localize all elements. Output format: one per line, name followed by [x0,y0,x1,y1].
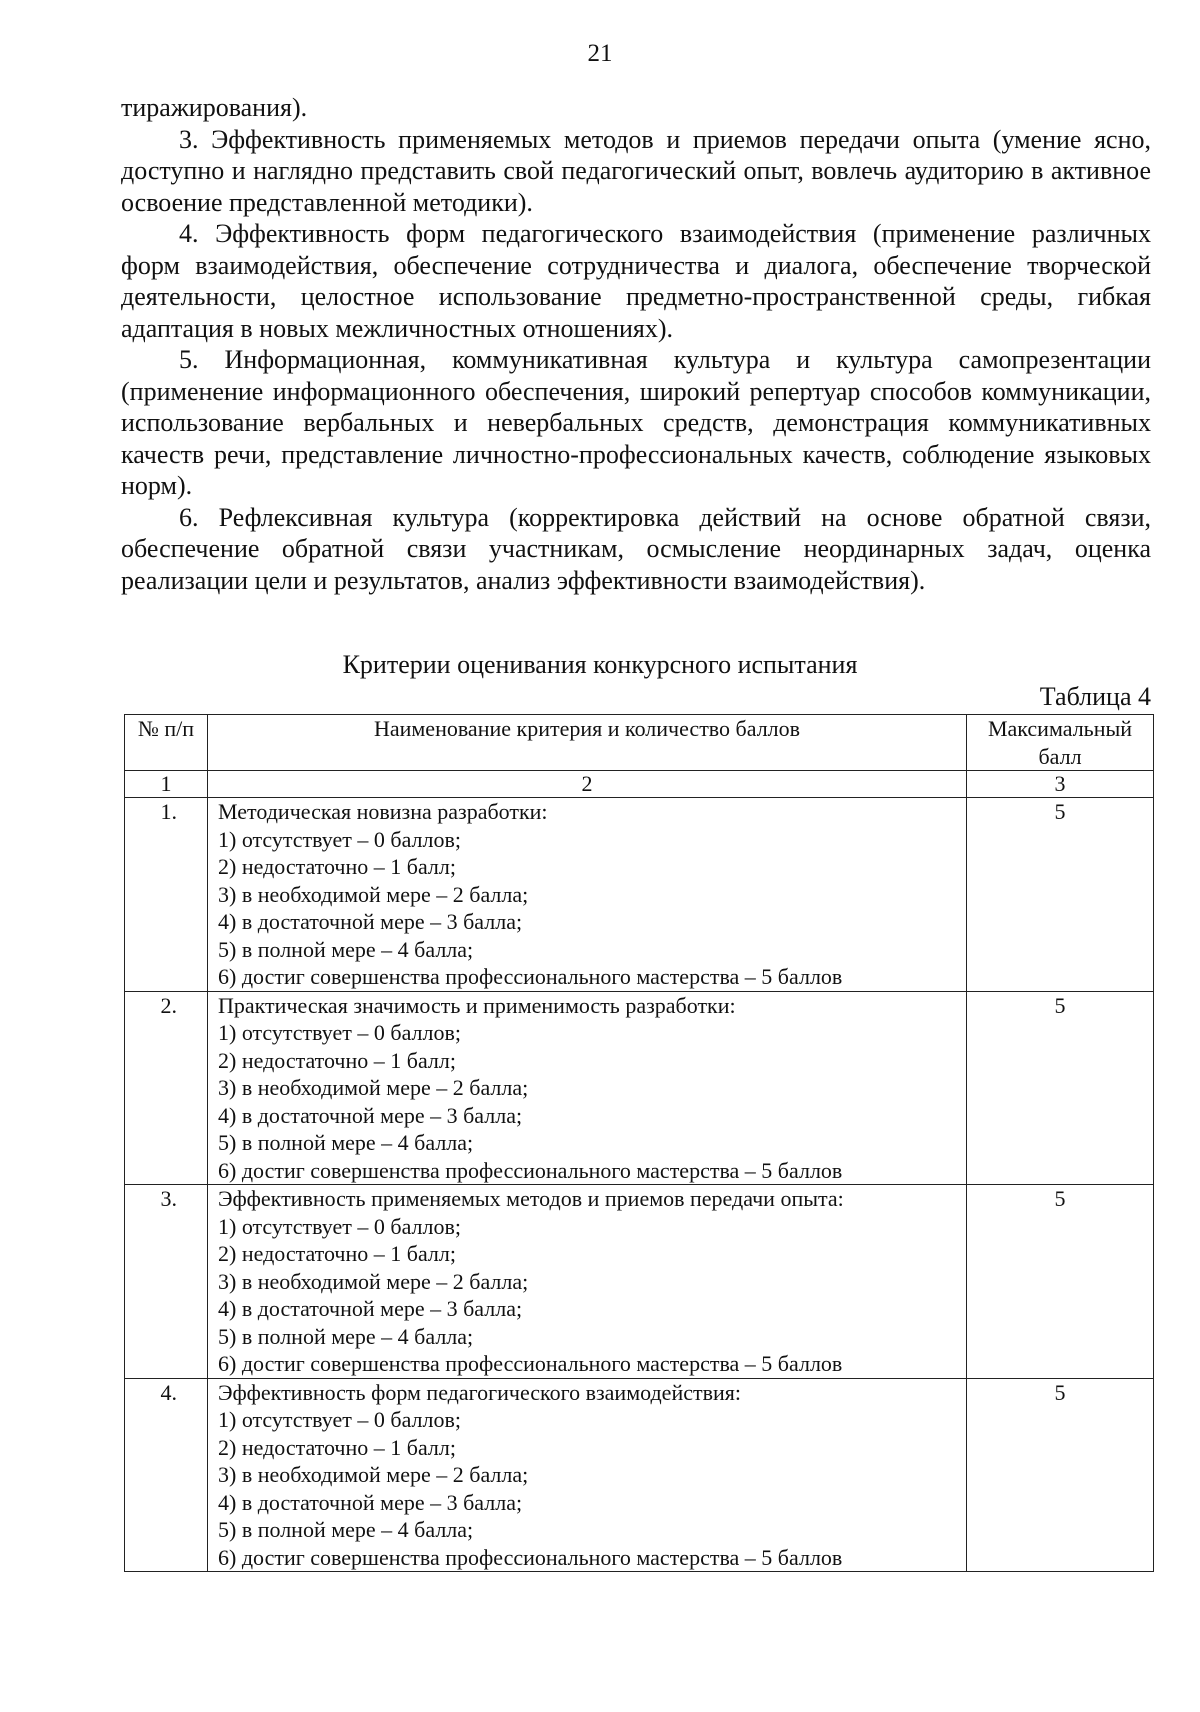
criterion-level: 4) в достаточной мере – 3 балла; [218,1296,523,1321]
table-label: Таблица 4 [1039,682,1151,711]
criteria-table [124,714,1154,1572]
table-row [125,991,1154,1185]
index-cell: 2 [208,771,967,798]
criterion-number: 2. [125,991,208,1185]
criterion-level: 2) недостаточно – 1 балл; [218,1434,456,1460]
criterion-level: 2) недостаточно – 1 балл; [218,1241,456,1266]
header-max-score: Максимальный балл [967,715,1154,771]
criterion-title: Эффективность применяемых методов и приемов передачи опыта: [218,1186,844,1211]
paragraph-5: 5. Информационная, коммуникативная культура и культура самопрезентации (применение информационного обеспечения, широкий репертуар способов коммуникации, использование вербальных и невербальных средств, демонстрация коммуникативных качеств речи, представление личностно-профессиональных качеств, соблюдение языковых норм). [121,345,1151,500]
table-row [125,1185,1154,1379]
paragraph-4: 4. Эффективность форм педагогического взаимодействия (применение различных форм взаимодействия, обеспечение сотрудничества и диалога, обеспечение творческой деятельности, целостное использование предметно-пространственной среды, гибкая адаптация в новых межличностных отношениях). [121,219,1151,343]
criterion-level: 3) в необходимой мере – 2 балла; [218,881,529,907]
max-score: 5 [967,1185,1154,1379]
criterion-level: 6) достиг совершенства профессионального мастерства – 5 баллов [218,1157,843,1183]
criterion-level: 3) в необходимой мере – 2 балла; [218,1462,529,1487]
paragraph-3: 3. Эффективность применяемых методов и приемов передачи опыта (умение ясно, доступно и наглядно представить свой педагогический опыт, вовлечь аудиторию в активное освоение представленной методики). [121,124,1151,217]
header-number: № п/п [125,715,208,771]
index-cell: 1 [125,771,208,798]
criterion-title: Эффективность форм педагогического взаимодействия: [218,1379,741,1405]
paragraph-continuation: тиражирования). [121,93,308,122]
body-text [121,92,1151,596]
criterion-level: 5) в полной мере – 4 балла; [218,936,474,962]
criterion-level: 2) недостаточно – 1 балл; [218,1047,456,1073]
criterion-number: 4. [125,1378,208,1572]
criterion-level: 4) в достаточной мере – 3 балла; [218,1102,523,1128]
criterion-number: 1. [125,798,208,992]
criterion-level: 2) недостаточно – 1 балл; [218,854,456,879]
table-index-row [125,771,1154,798]
criterion-level: 5) в полной мере – 4 балла; [218,1323,474,1349]
table-row [125,798,1154,992]
criterion-cell [208,798,967,992]
criterion-cell [208,991,967,1185]
criterion-number: 3. [125,1185,208,1379]
index-cell: 3 [967,771,1154,798]
criterion-cell [208,1185,967,1379]
criterion-level: 4) в достаточной мере – 3 балла; [218,909,523,934]
max-score: 5 [967,991,1154,1185]
criterion-level: 6) достиг совершенства профессионального мастерства – 5 баллов [218,1544,843,1570]
criterion-level: 1) отсутствует – 0 баллов; [218,1020,461,1045]
criterion-level: 5) в полной мере – 4 балла; [218,1517,474,1542]
max-score: 5 [967,798,1154,992]
criterion-level: 6) достиг совершенства профессионального мастерства – 5 баллов [218,964,843,989]
criterion-title: Практическая значимость и применимость разработки: [218,992,736,1018]
table-heading: Критерии оценивания конкурсного испытания [342,650,858,679]
criterion-level: 3) в необходимой мере – 2 балла; [218,1075,529,1100]
criterion-level: 4) в достаточной мере – 3 балла; [218,1489,523,1515]
table-header-row [125,715,1154,771]
paragraph-6: 6. Рефлексивная культура (корректировка действий на основе обратной связи, обеспечение обратной связи участникам, осмысление неординарных задач, оценка реализации цели и результатов, анализ эффективности взаимодействия). [121,502,1151,595]
criterion-title: Методическая новизна разработки: [218,799,548,824]
criterion-cell [208,1378,967,1572]
max-score: 5 [967,1378,1154,1572]
criterion-level: 1) отсутствует – 0 баллов; [218,1213,461,1239]
criterion-level: 5) в полной мере – 4 балла; [218,1130,474,1155]
criterion-level: 3) в необходимой мере – 2 балла; [218,1268,529,1294]
page-number: 21 [587,40,613,67]
criterion-level: 6) достиг совершенства профессионального мастерства – 5 баллов [218,1351,843,1376]
header-criterion: Наименование критерия и количество баллов [208,715,967,771]
table-row [125,1378,1154,1572]
criterion-level: 1) отсутствует – 0 баллов; [218,1407,461,1432]
criterion-level: 1) отсутствует – 0 баллов; [218,826,461,852]
